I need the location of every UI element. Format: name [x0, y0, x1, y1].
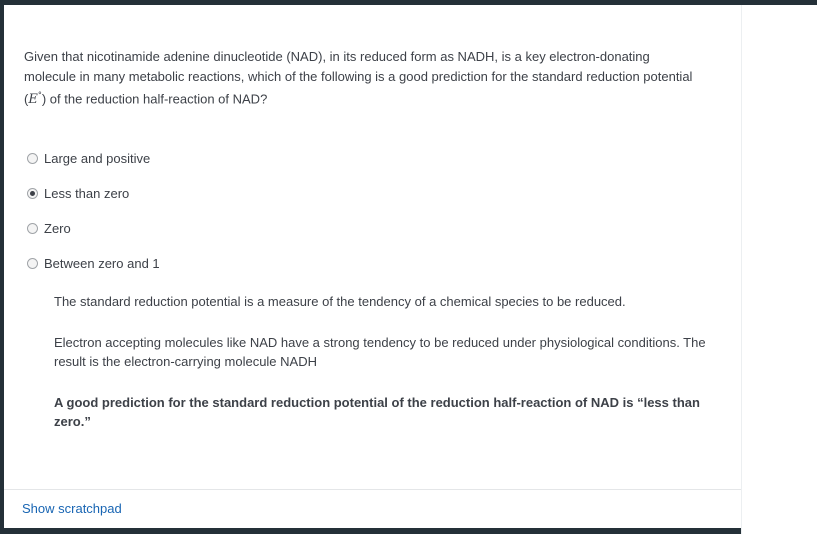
- explanation-conclusion: A good prediction for the standard reduction potential of the reduction half-reaction of NAD is “less than zero.”: [54, 395, 700, 429]
- question-text-end: ) of the reduction half-reaction of NAD?: [41, 91, 268, 107]
- explanation: [54, 292, 724, 453]
- footer-divider: [4, 489, 741, 490]
- explanation-paragraph-2: Electron accepting molecules like NAD have a strong tendency to be reduced under physiological conditions. The result is the electron-carrying molecule NADH: [54, 335, 706, 369]
- choice-label: Less than zero: [44, 186, 130, 201]
- choice-label: Between zero and 1: [44, 256, 160, 271]
- question-text-start: Given that nicotinamide adenine dinucleotide (NAD), in its reduced form as NADH, is a key electron-donating molecule in many metabolic reactions, which of the following is a good prediction for the standard reduction potential (: [24, 49, 693, 107]
- choice-between-zero-and-one[interactable]: [27, 246, 160, 281]
- radio-button[interactable]: [27, 223, 38, 234]
- radio-button[interactable]: [27, 153, 38, 164]
- reduction-potential-symbol: E°: [28, 91, 42, 108]
- choice-label: Zero: [44, 221, 71, 236]
- exercise-card: [4, 5, 741, 528]
- show-scratchpad-link[interactable]: Show scratchpad: [22, 501, 122, 516]
- choice-label: Large and positive: [44, 151, 151, 166]
- radio-button[interactable]: [27, 258, 38, 269]
- side-panel: [741, 5, 817, 534]
- choice-zero[interactable]: [27, 211, 160, 246]
- explanation-paragraph-1: The standard reduction potential is a measure of the tendency of a chemical species to be reduced.: [54, 294, 626, 309]
- question-text: [24, 47, 704, 110]
- choice-large-positive[interactable]: [27, 141, 160, 176]
- choice-less-than-zero[interactable]: [27, 176, 160, 211]
- radio-button-selected[interactable]: [27, 188, 38, 199]
- answer-choices: [27, 141, 160, 281]
